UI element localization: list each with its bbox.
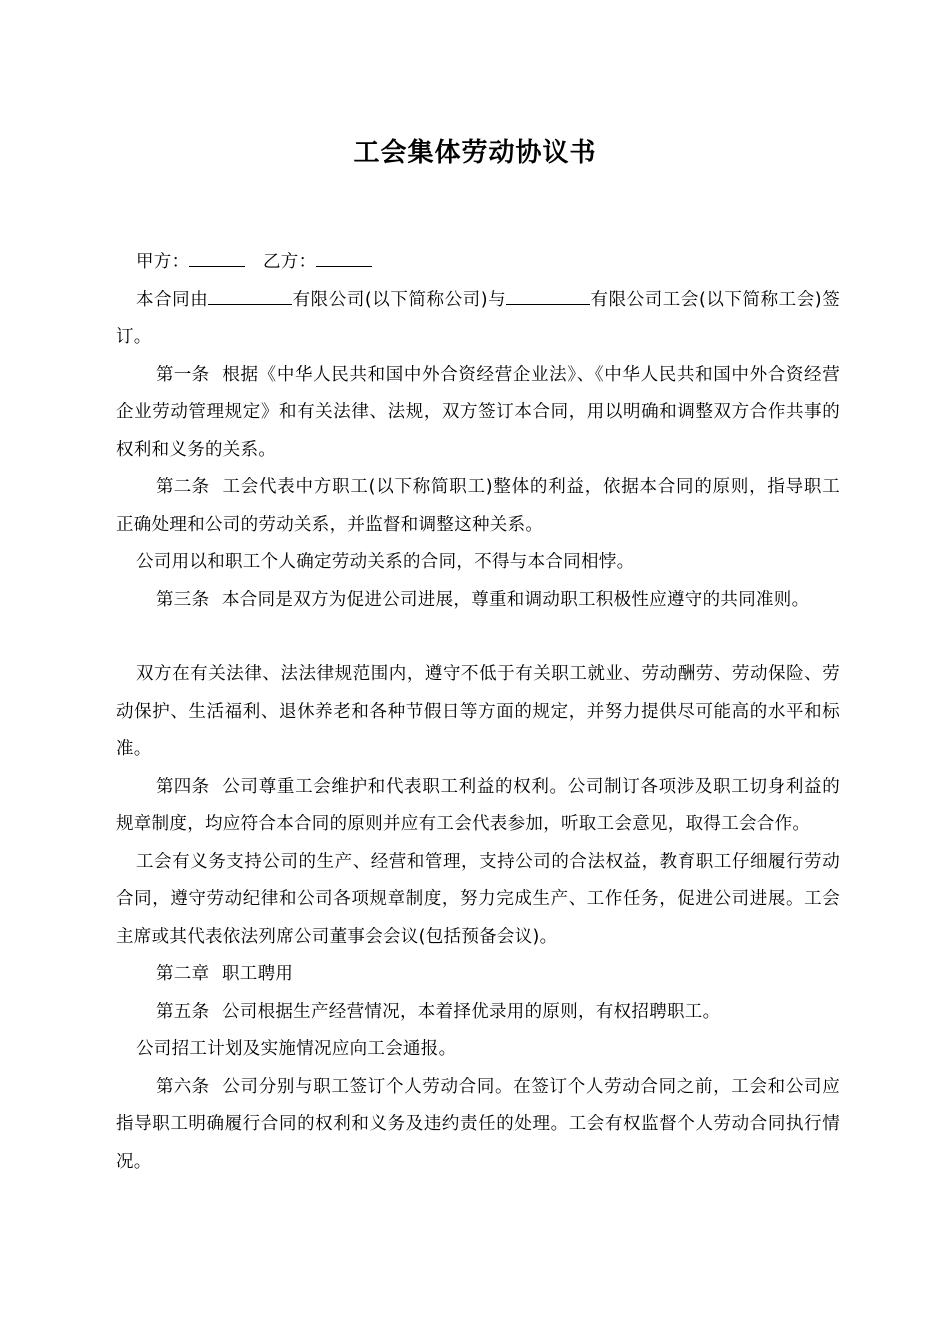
- article-5-text: 公司根据生产经营情况，本着择优录用的原则，有权招聘职工。: [222, 1001, 721, 1022]
- article-6: [116, 1069, 840, 1182]
- article-2-paragraph-2: 公司用以和职工个人确定劳动关系的合同，不得与本合同相悖。: [136, 552, 635, 572]
- chapter-2-label: 第二章: [156, 964, 210, 984]
- article-2-text: 工会代表中方职工(以下称简职工)整体的利益，依据本合同的原则，指导职工正确处理和公司的劳动关系，并监督和调整这种关系。: [116, 477, 840, 535]
- article-1: [116, 357, 840, 470]
- party-b-label: 乙方：: [263, 252, 317, 272]
- intro-paragraph: [116, 282, 840, 357]
- party-a-blank: [189, 250, 245, 267]
- article-1-text: 根据《中华人民共和国中外合资经营企业法》、《中华人民共和国中外合资经营企业劳动管理规定》和有关法律、法规，双方签订本合同，用以明确和调整双方合作共事的权利和义务的关系。: [116, 364, 840, 460]
- party-a-label: 甲方：: [136, 252, 190, 272]
- article-4-text: 公司尊重工会维护和代表职工利益的权利。公司制订各项涉及职工切身利益的规章制度，均应符合本合同的原则并应有工会代表参加，听取工会意见，取得工会合作。: [116, 776, 840, 834]
- article-1-label: 第一条: [156, 364, 210, 385]
- article-6-label: 第六条: [156, 1076, 210, 1097]
- article-4-paragraph-2: 工会有义务支持公司的生产、经营和管理，支持公司的合法权益，教育职工仔细履行劳动合同，遵守劳动纪律和公司各项规章制度，努力完成生产、工作任务，促进公司进展。工会主席或其代表依法列席公司董事会会议(包括预备会议)。: [116, 851, 840, 947]
- article-5: [116, 994, 840, 1032]
- chapter-2-title: 职工聘用: [222, 964, 294, 984]
- chapter-2-heading: [116, 956, 840, 994]
- article-2: [116, 469, 840, 544]
- intro-text-2: 有限公司(以下简称公司)与: [292, 289, 507, 310]
- article-3-paragraph-2: 双方在有关法律、法法律规范围内，遵守不低于有关职工就业、劳动酬劳、劳动保险、劳动保护、生活福利、退休养老和各种节假日等方面的规定，并努力提供尽可能高的水平和标准。: [116, 664, 840, 759]
- article-4-label: 第四条: [156, 776, 210, 797]
- parties-line: [116, 244, 840, 282]
- article-5-label: 第五条: [156, 1001, 210, 1022]
- article-2-label: 第二条: [156, 477, 210, 497]
- union-name-blank: [506, 288, 590, 305]
- intro-text-3: 有限公司工会(以下简称工会)签订。: [116, 289, 840, 347]
- company-name-blank: [208, 288, 292, 305]
- article-4: [116, 769, 840, 844]
- article-5-paragraph-2: 公司招工计划及实施情况应向工会通报。: [136, 1039, 457, 1059]
- document-title: 工会集体劳动协议书: [353, 138, 597, 168]
- paragraph-spacer: [116, 619, 840, 656]
- intro-text-1: 本合同由: [136, 289, 209, 310]
- article-3-label: 第三条: [156, 589, 210, 610]
- article-3-text: 本合同是双方为促进公司进展，尊重和调动职工积极性应遵守的共同准则。: [222, 589, 810, 610]
- article-6-text: 公司分别与职工签订个人劳动合同。在签订个人劳动合同之前，工会和公司应指导职工明确履行合同的权利和义务及违约责任的处理。工会有权监督个人劳动合同执行情况。: [116, 1076, 840, 1172]
- article-3: [116, 582, 840, 620]
- party-b-blank: [316, 250, 372, 267]
- document-body: [116, 244, 840, 1181]
